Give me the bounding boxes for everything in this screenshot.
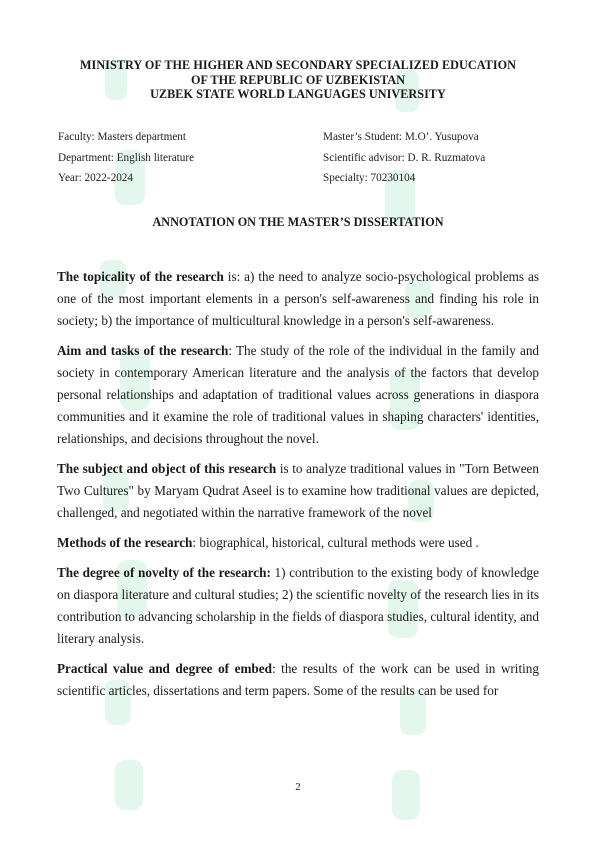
meta-row [58, 152, 538, 173]
meta-faculty: Faculty: Masters department [58, 131, 187, 143]
paragraph-text: : biographical, historical, cultural methods were used . [192, 535, 479, 550]
meta-department: Department: English literature [58, 151, 195, 164]
paragraph-novelty [57, 562, 539, 650]
paragraph-text: is: a) the need to analyze socio-psychological problems as one of the most important elements in a person's self-awareness and finding his role in society; b) the importance of multicultural knowledge in a person's self-awareness. [57, 269, 539, 328]
paragraph-text: : The study of the role of the individual in the family and society in contemporary American literature and the analysis of the factors that develop personal relationships and adaptation of traditional values across generations in diaspora communities and it examine the role of traditional values in shaping characters' identities, relationships, and decisions throughout the novel. [57, 343, 540, 446]
paragraph-methods [57, 532, 539, 554]
meta-row [58, 131, 538, 152]
header-university: UZBEK STATE WORLD LANGUAGES UNIVERSITY [150, 87, 446, 101]
paragraph-heading: Practical value and degree of embed [57, 661, 272, 676]
paragraph-heading: The subject and object of this research [57, 461, 277, 476]
meta-advisor: Scientific advisor: D. R. Ruzmatova [323, 151, 486, 164]
page-number: 2 [295, 781, 301, 793]
meta-row [58, 172, 538, 193]
paragraph-subject [57, 458, 539, 524]
header-ministry: MINISTRY OF THE HIGHER AND SECONDARY SPECIALIZED EDUCATION [79, 58, 516, 72]
meta-year: Year: 2022-2024 [58, 172, 133, 184]
meta-specialty: Specialty: 70230104 [323, 172, 416, 184]
header-republic: OF THE REPUBLIC OF UZBEKISTAN [190, 72, 406, 87]
annotation-title: ANNOTATION ON THE MASTER’S DISSERTATION [152, 215, 444, 229]
annotation-body [57, 266, 539, 710]
paragraph-heading: The topicality of the research [57, 269, 224, 284]
meta-student: Master’s Student: M.O’. Yusupova [323, 131, 479, 143]
paragraph-practical [57, 658, 539, 702]
paragraph-topicality [57, 266, 539, 332]
paragraph-heading: Aim and tasks of the research [57, 343, 229, 358]
paragraph-text: is to analyze traditional values in "Torn Between Two Cultures" by Maryam Qudrat Aseel is to examine how traditional values are depicted, challenged, and negotiated within the narrative framework of the novel [57, 461, 540, 520]
dissertation-meta [58, 131, 538, 193]
paragraph-heading: The degree of novelty of the research: [57, 565, 271, 580]
paragraph-text: 1) contribution to the existing body of knowledge on diaspora literature and cultural studies; 2) the scientific novelty of the research lies in its contribution to advancing scholarship in the fields of diaspora studies, cultural identity, and literary analysis. [57, 565, 539, 646]
paragraph-aim [57, 340, 539, 450]
paragraph-heading: Methods of the research [57, 535, 193, 550]
paragraph-text: : the results of the work can be used in writing scientific articles, dissertations and term papers. Some of the results can be used for [57, 661, 539, 698]
document-header [40, 58, 556, 102]
